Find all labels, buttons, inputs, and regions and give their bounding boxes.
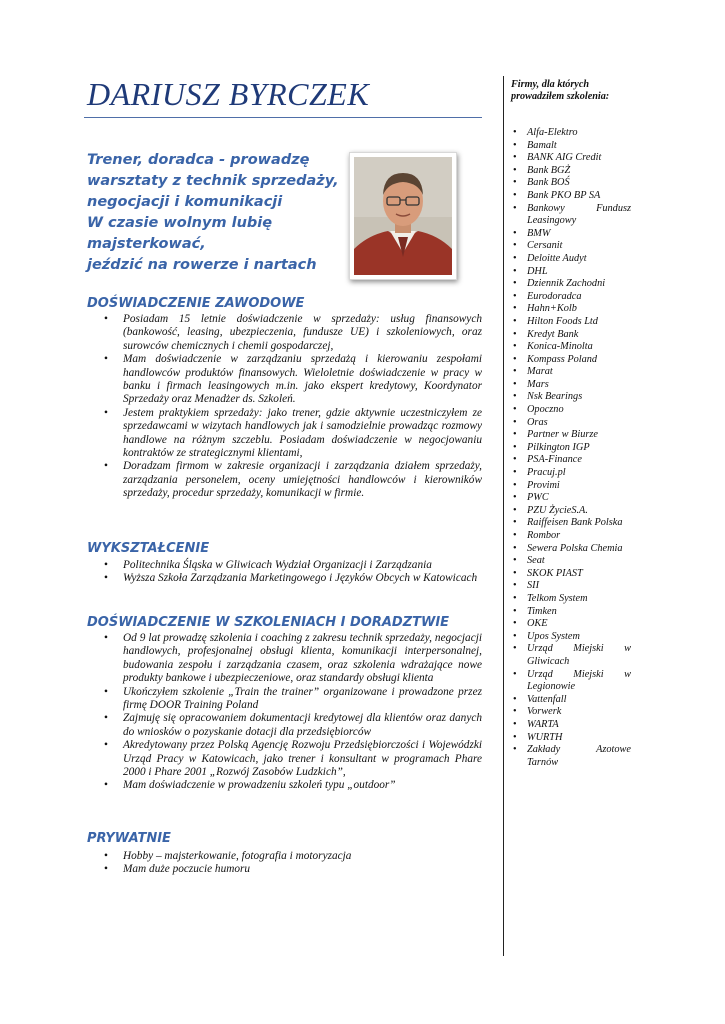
- headline-line: negocjacji i komunikacji: [87, 194, 283, 210]
- company-item: • Bamalt: [513, 140, 631, 153]
- company-item: • WURTH: [513, 732, 631, 745]
- company-item: • OKE: [513, 618, 631, 631]
- sidebar-divider: [503, 76, 504, 956]
- company-item: • PWC: [513, 492, 631, 505]
- company-item: • SKOK PIAST: [513, 568, 631, 581]
- list-item: • Posiadam 15 letnie doświadczenie w sprzedaży: usług finansowych (bankowość, leasing, ubezpieczenia, fundusze UE) i szkoleniowych, oraz surowców chemicznych i chemii gospodarczej,: [104, 313, 482, 353]
- company-item: • Alfa-Elektro: [513, 127, 631, 140]
- list-item: • Mam doświadczenie w zarządzaniu sprzedażą i kierowaniu zespołami handlowców produktów finansowych. Wieloletnie doświadczenie w pracy w banku i firmach leasingowych m.in. jako ekspert kredytowy, Koordynator Sprzedaży oraz Menadżer ds. Szkoleń.: [104, 353, 482, 407]
- company-item: • Timken: [513, 606, 631, 619]
- list-item: • Mam duże poczucie humoru: [104, 863, 482, 876]
- education-list: [104, 559, 482, 586]
- headline-line: Trener, doradca - prowadzę: [87, 152, 310, 168]
- list-item: • Hobby – majsterkowanie, fotografia i motoryzacja: [104, 850, 482, 863]
- company-item: • Marat: [513, 366, 631, 379]
- headline-line: warsztaty z technik sprzedaży,: [87, 173, 339, 189]
- company-item: • Cersanit: [513, 240, 631, 253]
- company-item: • SII: [513, 580, 631, 593]
- company-item: • Konica-Minolta: [513, 341, 631, 354]
- company-item: • PSA-Finance: [513, 454, 631, 467]
- company-item: • Dziennik Zachodni: [513, 278, 631, 291]
- company-item: • Upos System: [513, 631, 631, 644]
- company-list: [513, 127, 631, 769]
- company-item: • Pilkington IGP: [513, 442, 631, 455]
- headline-line: majsterkować,: [87, 236, 206, 252]
- company-item: • Bank BGŻ: [513, 165, 631, 178]
- list-item: • Politechnika Śląska w Gliwicach Wydział Organizacji i Zarządzania: [104, 559, 482, 572]
- company-item: • Eurodoradca: [513, 291, 631, 304]
- list-item: • Wyższa Szkoła Zarządzania Marketingowego i Języków Obcych w Katowicach: [104, 572, 482, 585]
- company-item: • Opoczno: [513, 404, 631, 417]
- company-item: • Vorwerk: [513, 706, 631, 719]
- training-list: [104, 632, 482, 793]
- company-item: • Deloitte Audyt: [513, 253, 631, 266]
- section-title-private: PRYWATNIE: [87, 831, 171, 846]
- headline: [87, 150, 342, 276]
- company-item: • Bankowy Fundusz Leasingowy: [513, 203, 631, 228]
- name-underline: [84, 117, 482, 118]
- headline-line: jeździć na rowerze i nartach: [87, 257, 317, 273]
- company-item: • Kredyt Bank: [513, 329, 631, 342]
- company-item: • Urząd Miejski w Gliwicach: [513, 643, 631, 668]
- list-item: • Od 9 lat prowadzę szkolenia i coaching z zakresu technik sprzedaży, negocjacji handlowych, profesjonalnej obsługi klienta, komunikacji interpersonalnej, budowania zespołu i zarządzania czasem, oraz szkolenia wdrażające nowe produkty bankowe i ubezpieczeniowe, oraz standardy obsługi klienta: [104, 632, 482, 686]
- list-item: • Doradzam firmom w zakresie organizacji i zarządzania działem sprzedaży, zarządzania personelem, oceny umiejętności handlowców i kierowników sprzedaży, procedur sprzedaży, komunikacji w firmie.: [104, 460, 482, 500]
- company-item: • Rombor: [513, 530, 631, 543]
- company-item: • Kompass Poland: [513, 354, 631, 367]
- company-item: • DHL: [513, 266, 631, 279]
- list-item: • Ukończyłem szkolenie „Train the trainer” organizowane i prowadzone przez firmę DOOR Training Poland: [104, 686, 482, 713]
- section-title-education: WYKSZTAŁCENIE: [87, 541, 210, 556]
- company-item: • Mars: [513, 379, 631, 392]
- company-item: • BMW: [513, 228, 631, 241]
- company-item: • Raiffeisen Bank Polska: [513, 517, 631, 530]
- section-title-training: DOŚWIADCZENIE W SZKOLENIACH I DORADZTWIE: [87, 615, 450, 630]
- headline-line: W czasie wolnym lubię: [87, 215, 273, 231]
- company-item: • Bank BOŚ: [513, 177, 631, 190]
- list-item: • Akredytowany przez Polską Agencję Rozwoju Przedsiębiorczości i Wojewódzki Urząd Pracy w Katowicach, jako trener i konsultant w programach Phare 2000 i Phare 2001 „Rozwój Zasobów Ludzkich”,: [104, 739, 482, 779]
- private-list: [104, 850, 482, 877]
- company-item: • Hahn+Kolb: [513, 303, 631, 316]
- candidate-name: DARIUSZ BYRCZEK: [87, 76, 370, 112]
- company-item: • Seat: [513, 555, 631, 568]
- experience-list: [104, 313, 482, 501]
- company-item: • Oras: [513, 417, 631, 430]
- company-item: • Bank PKO BP SA: [513, 190, 631, 203]
- company-item: • Vattenfall: [513, 694, 631, 707]
- sidebar-heading: Firmy, dla których prowadziłem szkolenia:: [511, 79, 610, 102]
- company-item: • PZU ŻycieS.A.: [513, 505, 631, 518]
- list-item: • Zajmuję się opracowaniem dokumentacji kredytowej dla klientów oraz danych do wniosków o pozyskanie dotacji dla przedsiębiorców: [104, 712, 482, 739]
- company-item: • Urząd Miejski w Legionowie: [513, 669, 631, 694]
- company-item: • Partner w Biurze: [513, 429, 631, 442]
- company-item: • Zakłady Azotowe Tarnów: [513, 744, 631, 769]
- company-item: • WARTA: [513, 719, 631, 732]
- profile-photo: [349, 152, 457, 280]
- company-item: • Nsk Bearings: [513, 391, 631, 404]
- list-item: • Jestem praktykiem sprzedaży: jako trener, gdzie aktywnie uczestniczyłem ze sprzedawcami w wizytach handlowych jak i samodzielnie prowadząc rozmowy handlowe na różnym szczeblu. Posiadam doświadczenie w negocjowaniu kontraktów ze strategicznymi klientami,: [104, 407, 482, 461]
- portrait-image: [354, 157, 452, 275]
- company-item: • Hilton Foods Ltd: [513, 316, 631, 329]
- section-title-experience: DOŚWIADCZENIE ZAWODOWE: [87, 296, 305, 311]
- company-item: • Telkom System: [513, 593, 631, 606]
- company-item: • Sewera Polska Chemia: [513, 543, 631, 556]
- list-item: • Mam doświadczenie w prowadzeniu szkoleń typu „outdoor”: [104, 779, 482, 792]
- company-item: • BANK AIG Credit: [513, 152, 631, 165]
- company-item: • Provimi: [513, 480, 631, 493]
- company-item: • Pracuj.pl: [513, 467, 631, 480]
